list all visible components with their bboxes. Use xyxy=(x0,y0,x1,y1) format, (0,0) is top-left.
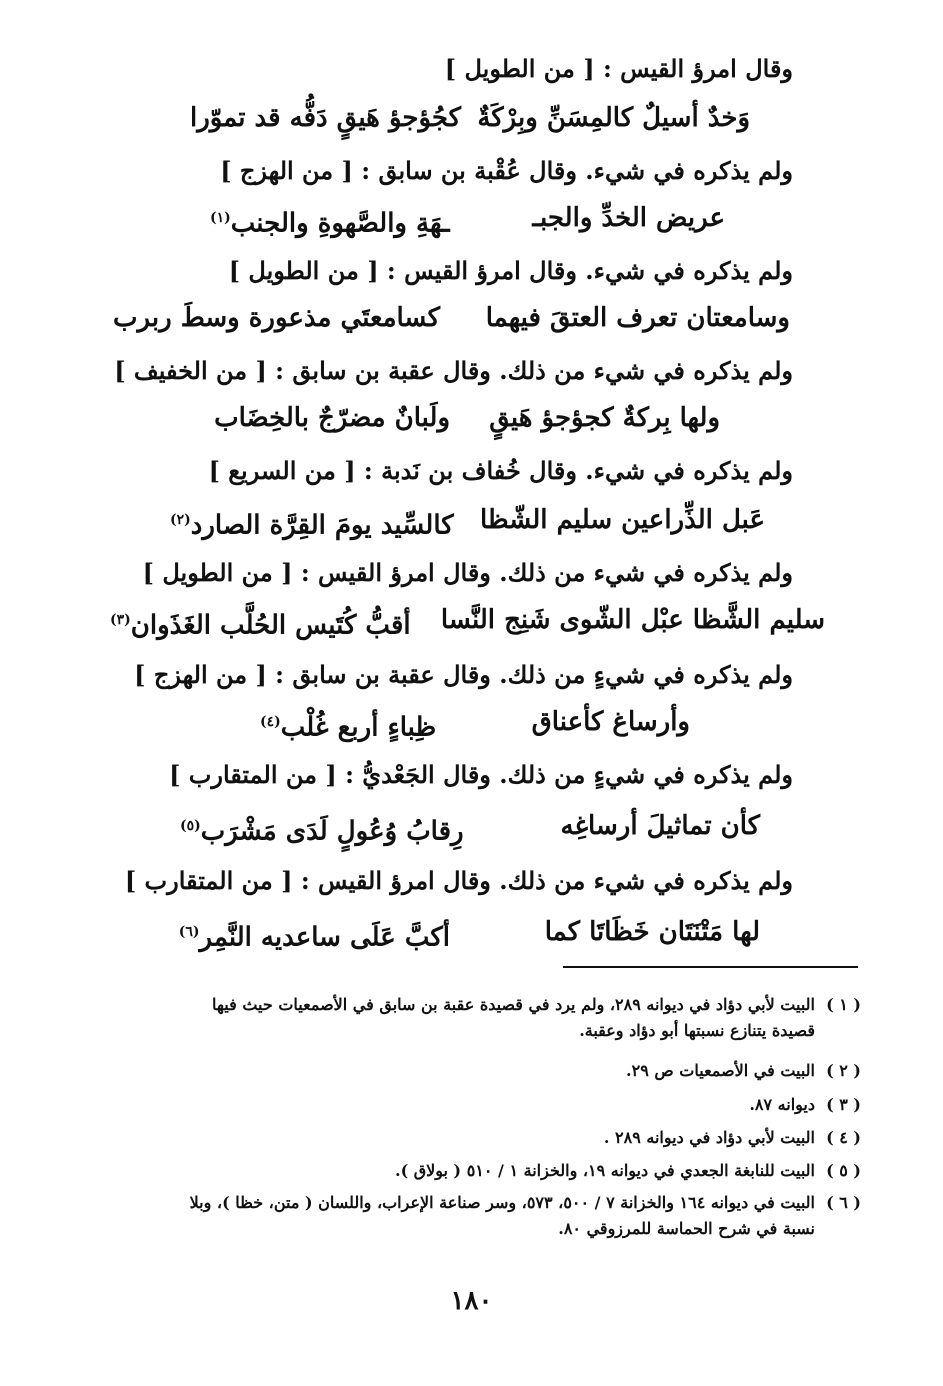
verse-intro: وقال امرؤ القيس : [ من الطويل ] xyxy=(444,54,793,83)
footnote-continuation: قصيدة يتنازع نسبتها أبو دؤاد وعقبة. xyxy=(579,1021,815,1040)
verse-hemistich-second: ظِباءٍ أربع غُلْب$^{(٤)}$ xyxy=(260,712,437,743)
footnote-text: البيت في ديوانه ١٦٤ والخزانة ٧ / ٥٠٠، ٥٧٣، وسر صناعة الإعراب، واللسان ( متن، خظا )، وبلا xyxy=(189,1193,815,1212)
verse-hemistich-second: كجُؤجؤ هَيقٍ دَفُّه قد تموّرا xyxy=(190,103,462,133)
footnote xyxy=(81,1190,861,1242)
footnote xyxy=(81,1058,861,1084)
verse-line xyxy=(150,198,725,238)
verse-intro: ولم يذكره في شيء من ذلك. وقال عقبة بن سابق : [ من الخفيف ] xyxy=(114,356,793,385)
footnote-continuation: نسبة في شرح الحماسة للمرزوقي ٨٠. xyxy=(558,1219,815,1238)
verse-intro: ولم يذكره في شيء. وقال امرؤ القيس : [ من الطويل ] xyxy=(228,256,793,285)
footnote xyxy=(81,1125,861,1151)
footnote-text: البيت في الأصمعيات ص ٢٩. xyxy=(626,1061,815,1080)
footnote-text: البيت لأبي دؤاد في ديوانه ٢٨٩، ولم يرد في قصيدة عقبة بن سابق في الأصمعيات حيث فيها xyxy=(212,995,815,1014)
verse-intro: ولم يذكره في شيء. وقال عُقْبة بن سابق : [ من الهزج ] xyxy=(220,156,793,185)
verse-hemistich-second: ـهَةِ والصَّهوةِ والجنب$^{(١)}$ xyxy=(210,208,450,239)
footnote-number: ( ٣ ) xyxy=(826,1095,861,1114)
verse-hemistich-first: عريض الخدِّ والجبـ xyxy=(532,203,725,233)
verse-hemistich-second: رِقابُ وُعُولٍ لَدَى مَشْرَب$^{(٥)}$ xyxy=(180,816,464,847)
verse-line xyxy=(113,298,790,338)
footnote-number: ( ٥ ) xyxy=(826,1161,861,1180)
verse-hemistich-first: وأرساغ كأعناق xyxy=(531,707,690,737)
footnote xyxy=(81,992,861,1044)
verse-hemistich-first: ولها بِركةٌ كجؤجؤ هَيقٍ xyxy=(489,403,720,433)
verse-hemistich-first: وسامعتان تعرف العتقَ فيهما xyxy=(485,303,790,333)
verse-hemistich-second: كالسِّيد يومَ القِرَّة الصارد$^{(٢)}$ xyxy=(170,510,454,541)
verse-intro: ولم يذكره في شيءٍ من ذلك. وقال الجَعْديُّ : [ من المتقارب ] xyxy=(169,760,793,789)
footnote xyxy=(81,1158,861,1184)
footnote xyxy=(81,1092,861,1118)
verse-intro: ولم يذكره في شيء من ذلك. وقال امرؤ القيس : [ من المتقارب ] xyxy=(124,866,793,895)
footnote-marker: (٦) xyxy=(178,924,200,940)
verse-line xyxy=(178,912,760,953)
footnote-marker: (١) xyxy=(210,210,231,226)
verse-hemistich-second: أكبَّ عَلَى ساعديه النَّمِر$^{(٦)}$ xyxy=(178,922,450,953)
footnote-number: ( ١ ) xyxy=(826,995,861,1014)
verse-hemistich-first: وَخدٌ أسيلٌ كالمِسَنِّ وبِرْكَةٌ xyxy=(477,103,750,133)
verse-hemistich-first: كأن تماثيلَ أرساغِه xyxy=(560,811,760,841)
verse-hemistich-first: عَبل الذِّراعين سليم الشّظا xyxy=(479,505,765,535)
footnote-text: البيت للنابغة الجعدي في ديوانه ١٩، والخزانة ١ / ٥١٠ ( بولاق ). xyxy=(395,1161,815,1180)
verse-line xyxy=(214,398,720,438)
verse-line xyxy=(150,98,750,138)
footnote-text: ديوانه ٨٧. xyxy=(749,1095,815,1114)
verse-hemistich-second: كسامعتَي مذعورة وسطَ ربرب xyxy=(113,303,440,333)
page-number: ١٨٠ xyxy=(450,1286,493,1316)
verse-line xyxy=(180,806,760,846)
footnote-number: ( ٤ ) xyxy=(826,1128,861,1147)
verse-hemistich-first: لها مَتْنَتَان خَظَاتَا كما xyxy=(544,917,760,947)
verse-line xyxy=(110,600,825,640)
verse-intro: ولم يذكره في شيء من ذلك. وقال امرؤ القيس : [ من الطويل ] xyxy=(142,558,793,587)
verse-hemistich-second: ولَبانٌ مضرّجٌ بالخِضَاب xyxy=(214,403,450,433)
footnote-marker: (٥) xyxy=(180,818,201,834)
footnote-marker: (٤) xyxy=(260,714,281,730)
footnote-number: ( ٦ ) xyxy=(826,1193,861,1212)
footnote-text: البيت لأبي دؤاد في ديوانه ٢٨٩ . xyxy=(603,1128,815,1147)
footnote-number: ( ٢ ) xyxy=(826,1061,861,1080)
footnote-marker: (٣) xyxy=(110,612,131,628)
verse-line xyxy=(170,500,765,540)
verse-hemistich-first: سليم الشَّظا عبْل الشّوى شَنِج النَّسا xyxy=(440,605,825,635)
verse-intro: ولم يذكره في شيءٍ من ذلك. وقال عقبة بن سابق : [ من الهزج ] xyxy=(134,660,793,689)
verse-intro: ولم يذكره في شيء. وقال خُفاف بن نَدبة : [ من السريع ] xyxy=(208,456,793,485)
verse-line xyxy=(260,702,690,742)
footnote-marker: (٢) xyxy=(170,512,191,528)
footnote-divider xyxy=(563,966,858,968)
verse-hemistich-second: أقبُّ كُتَيس الحُلَّب الغَذَوان$^{(٣)}$ xyxy=(110,610,411,641)
